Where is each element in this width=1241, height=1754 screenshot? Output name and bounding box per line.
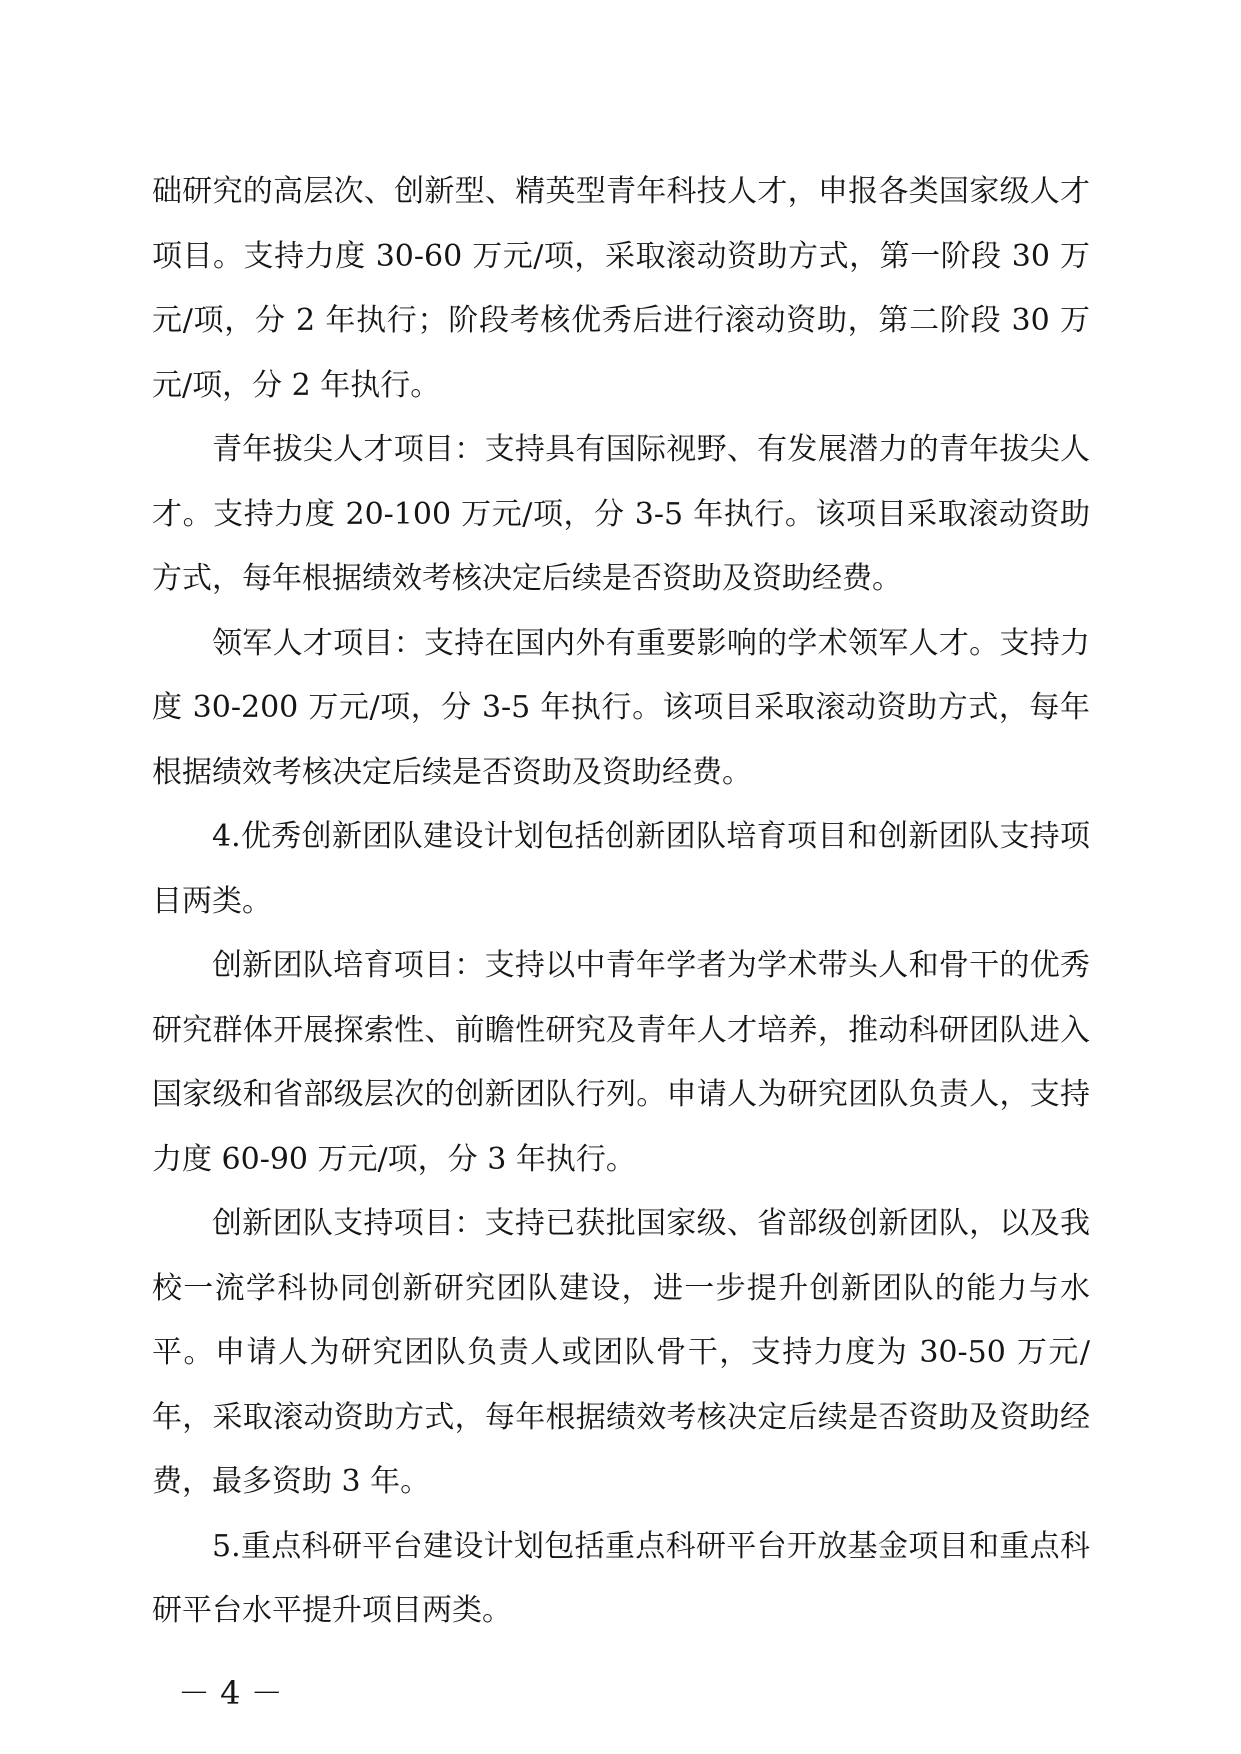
page-number: － 4 －	[178, 1674, 283, 1712]
paragraph-team-cultivation: 创新团队培育项目：支持以中青年学者为学术带头人和骨干的优秀研究群体开展探索性、前瞻性研究及青年人才培养，推动科研团队进入国家级和省部级层次的创新团队行列。申请人为研究团队负责人，支持力度 60-90 万元/项，分 3 年执行。	[152, 948, 1090, 1177]
document-body	[152, 160, 1090, 1644]
paragraph-leading-talent: 领军人才项目：支持在国内外有重要影响的学术领军人才。支持力度 30-200 万元/项，分 3-5 年执行。该项目采取滚动资助方式，每年根据绩效考核决定后续是否资助及资助经费。	[152, 625, 1090, 790]
paragraph-team-support: 创新团队支持项目：支持已获批国家级、省部级创新团队，以及我校一流学科协同创新研究团队建设，进一步提升创新团队的能力与水平。申请人为研究团队负责人或团队骨干，支持力度为 30-50 万元/年，采取滚动资助方式，每年根据绩效考核决定后续是否资助及资助经费，最多资助 3 年。	[152, 1206, 1090, 1499]
paragraph-innovation-team-plan: 4.优秀创新团队建设计划包括创新团队培育项目和创新团队支持项目两类。	[152, 819, 1090, 919]
paragraph-continuation: 础研究的高层次、创新型、精英型青年科技人才，申报各类国家级人才项目。支持力度 30-60 万元/项，采取滚动资助方式，第一阶段 30 万元/项，分 2 年执行；阶段考核优秀后进行滚动资助，第二阶段 30 万元/项，分 2 年执行。	[152, 174, 1090, 403]
paragraph-platform-plan: 5.重点科研平台建设计划包括重点科研平台开放基金项目和重点科研平台水平提升项目两类。	[152, 1528, 1090, 1628]
paragraph-young-top-talent: 青年拔尖人才项目：支持具有国际视野、有发展潜力的青年拔尖人才。支持力度 20-100 万元/项，分 3-5 年执行。该项目采取滚动资助方式，每年根据绩效考核决定后续是否资助及资助经费。	[152, 432, 1090, 596]
